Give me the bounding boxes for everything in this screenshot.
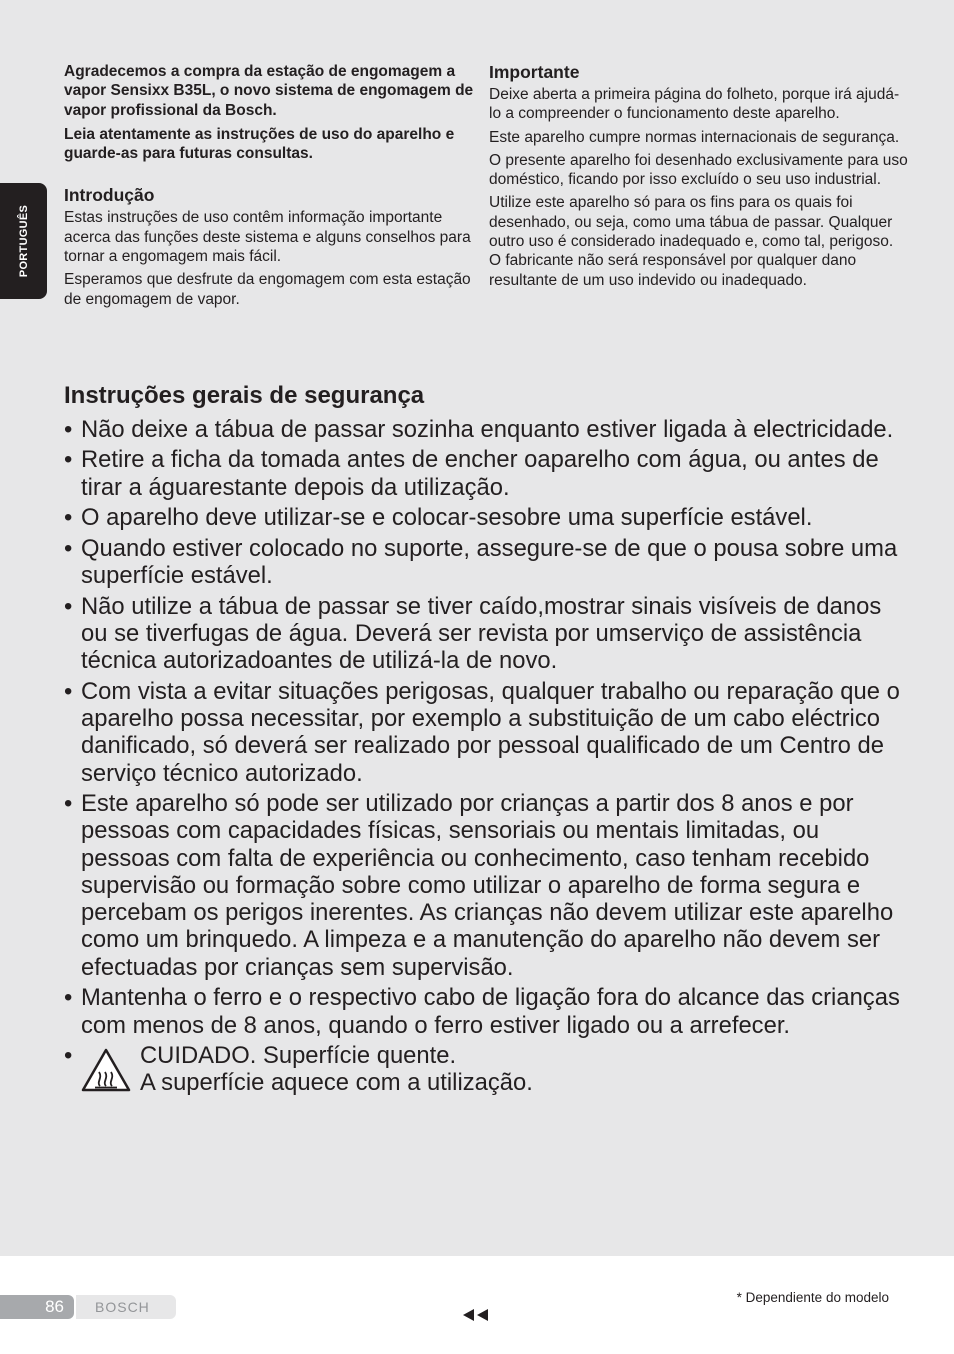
safety-list	[64, 416, 904, 1100]
importante-heading: Importante	[489, 62, 580, 82]
intro-right-column	[489, 62, 909, 294]
bullet-dot: •	[64, 504, 73, 532]
language-tab	[0, 183, 47, 299]
intro-thanks-paragraph: Agradecemos a compra da estação de engomagem a vapor Sensixx B35L, o novo sistema de engomagem de vapor profissional da Bosch.	[64, 63, 474, 119]
intro-read-paragraph: Leia atentamente as instruções de uso do aparelho e guarde-as para futuras consultas.	[64, 125, 455, 163]
hot-surface-warning-icon	[81, 1048, 131, 1092]
safety-item-text: O aparelho deve utilizar-se e colocar-sesobre uma superfície estável.	[81, 504, 813, 532]
warning-line-1: CUIDADO. Superfície quente.	[140, 1042, 457, 1070]
brand-label: BOSCH	[76, 1295, 176, 1319]
bullet-dot: •	[64, 534, 73, 562]
bullet-dot: •	[64, 789, 73, 817]
introducao-paragraph: Estas instruções de uso contêm informação importante acerca das funções deste sistema e alguns conselhos para tornar a engomagem mais fácil.	[64, 209, 471, 266]
safety-item	[64, 535, 904, 590]
bullet-dot: •	[64, 592, 73, 620]
safety-title: Instruções gerais de segurança	[64, 382, 425, 409]
page-number: 86	[0, 1295, 74, 1319]
safety-item-text: Mantenha o ferro e o respectivo cabo de ligação fora do alcance das crianças com menos de 8 anos, quando o ferro estiver ligado ou a arrefecer.	[81, 984, 900, 1039]
safety-item	[64, 593, 904, 675]
introducao-heading: Introdução	[64, 185, 155, 206]
safety-item	[64, 446, 904, 501]
safety-item	[64, 984, 904, 1039]
safety-item	[64, 790, 904, 981]
importante-paragraph: O presente aparelho foi desenhado exclusivamente para uso doméstico, ficando por isso excluído o seu uso industrial.	[489, 151, 908, 189]
safety-item-text: Com vista a evitar situações perigosas, qualquer trabalho ou reparação que o aparelho possa necessitar, por exemplo a substituição de um cabo eléctrico danificado, só deverá ser realizado por pessoal qualificado de um Centro de serviço técnico autorizado.	[81, 677, 900, 787]
bullet-dot: •	[64, 984, 73, 1012]
language-tab-label: PORTUGUÊS	[18, 204, 30, 278]
safety-item-text: Não deixe a tábua de passar sozinha enquanto estiver ligada à electricidade.	[81, 416, 894, 443]
footnote: * Dependiente do modelo	[736, 1290, 889, 1305]
intro-left-column	[64, 62, 474, 313]
bullet-dot: •	[64, 416, 73, 443]
safety-item	[64, 678, 904, 787]
bullet-dot: •	[64, 677, 73, 705]
importante-paragraph: Utilize este aparelho só para os fins para os quais foi desenhado, ou seja, como uma tábua de passar. Qualquer outro uso é considerado inadequado e, como tal, perigoso. O fabricante não será responsável por qualquer dano resultante de um uso indevido ou inadequado.	[489, 194, 894, 289]
warning-line-2: A superfície aquece com a utilização.	[140, 1069, 533, 1097]
importante-paragraph: Este aparelho cumpre normas internacionais de segurança.	[489, 128, 900, 146]
safety-item-text: Este aparelho só pode ser utilizado por crianças a partir dos 8 anos e por pessoas com capacidades físicas, sensoriais ou mentais limitadas, ou pessoas com falta de experiência ou conhecimento, caso tenham recebido supervisão ou formação sobre como utilizar o aparelho de forma segura e percebam os perigos inerentes. As crianças não devem utilizar este aparelho como um brinquedo. A limpeza e a manutenção do aparelho não devem ser efectuadas por crianças sem supervisão.	[81, 789, 894, 981]
hot-surface-warning	[64, 1042, 904, 1097]
introducao-paragraph: Esperamos que desfrute da engomagem com esta estação de engomagem de vapor.	[64, 271, 471, 308]
safety-item-text: Não utilize a tábua de passar se tiver caído,mostrar sinais visíveis de danos ou se tiverfugas de água. Deverá ser revista por umserviço de assistência técnica autorizadoantes de utilizá-la de novo.	[81, 592, 882, 675]
safety-item-text: Retire a ficha da tomada antes de encher oaparelho com água, ou antes de tirar a águarestante depois da utilização.	[81, 446, 879, 501]
importante-paragraph: Deixe aberta a primeira página do folheto, porque irá ajudá-lo a compreender o funcionamento deste aparelho.	[489, 86, 900, 123]
safety-item	[64, 416, 904, 443]
bullet-dot: •	[64, 446, 73, 474]
safety-item	[64, 504, 904, 531]
safety-item-text: Quando estiver colocado no suporte, assegure-se de que o pousa sobre uma superfície estável.	[81, 534, 898, 590]
double-left-arrow-icon[interactable]	[462, 1308, 490, 1322]
bullet-dot: •	[64, 1042, 73, 1070]
